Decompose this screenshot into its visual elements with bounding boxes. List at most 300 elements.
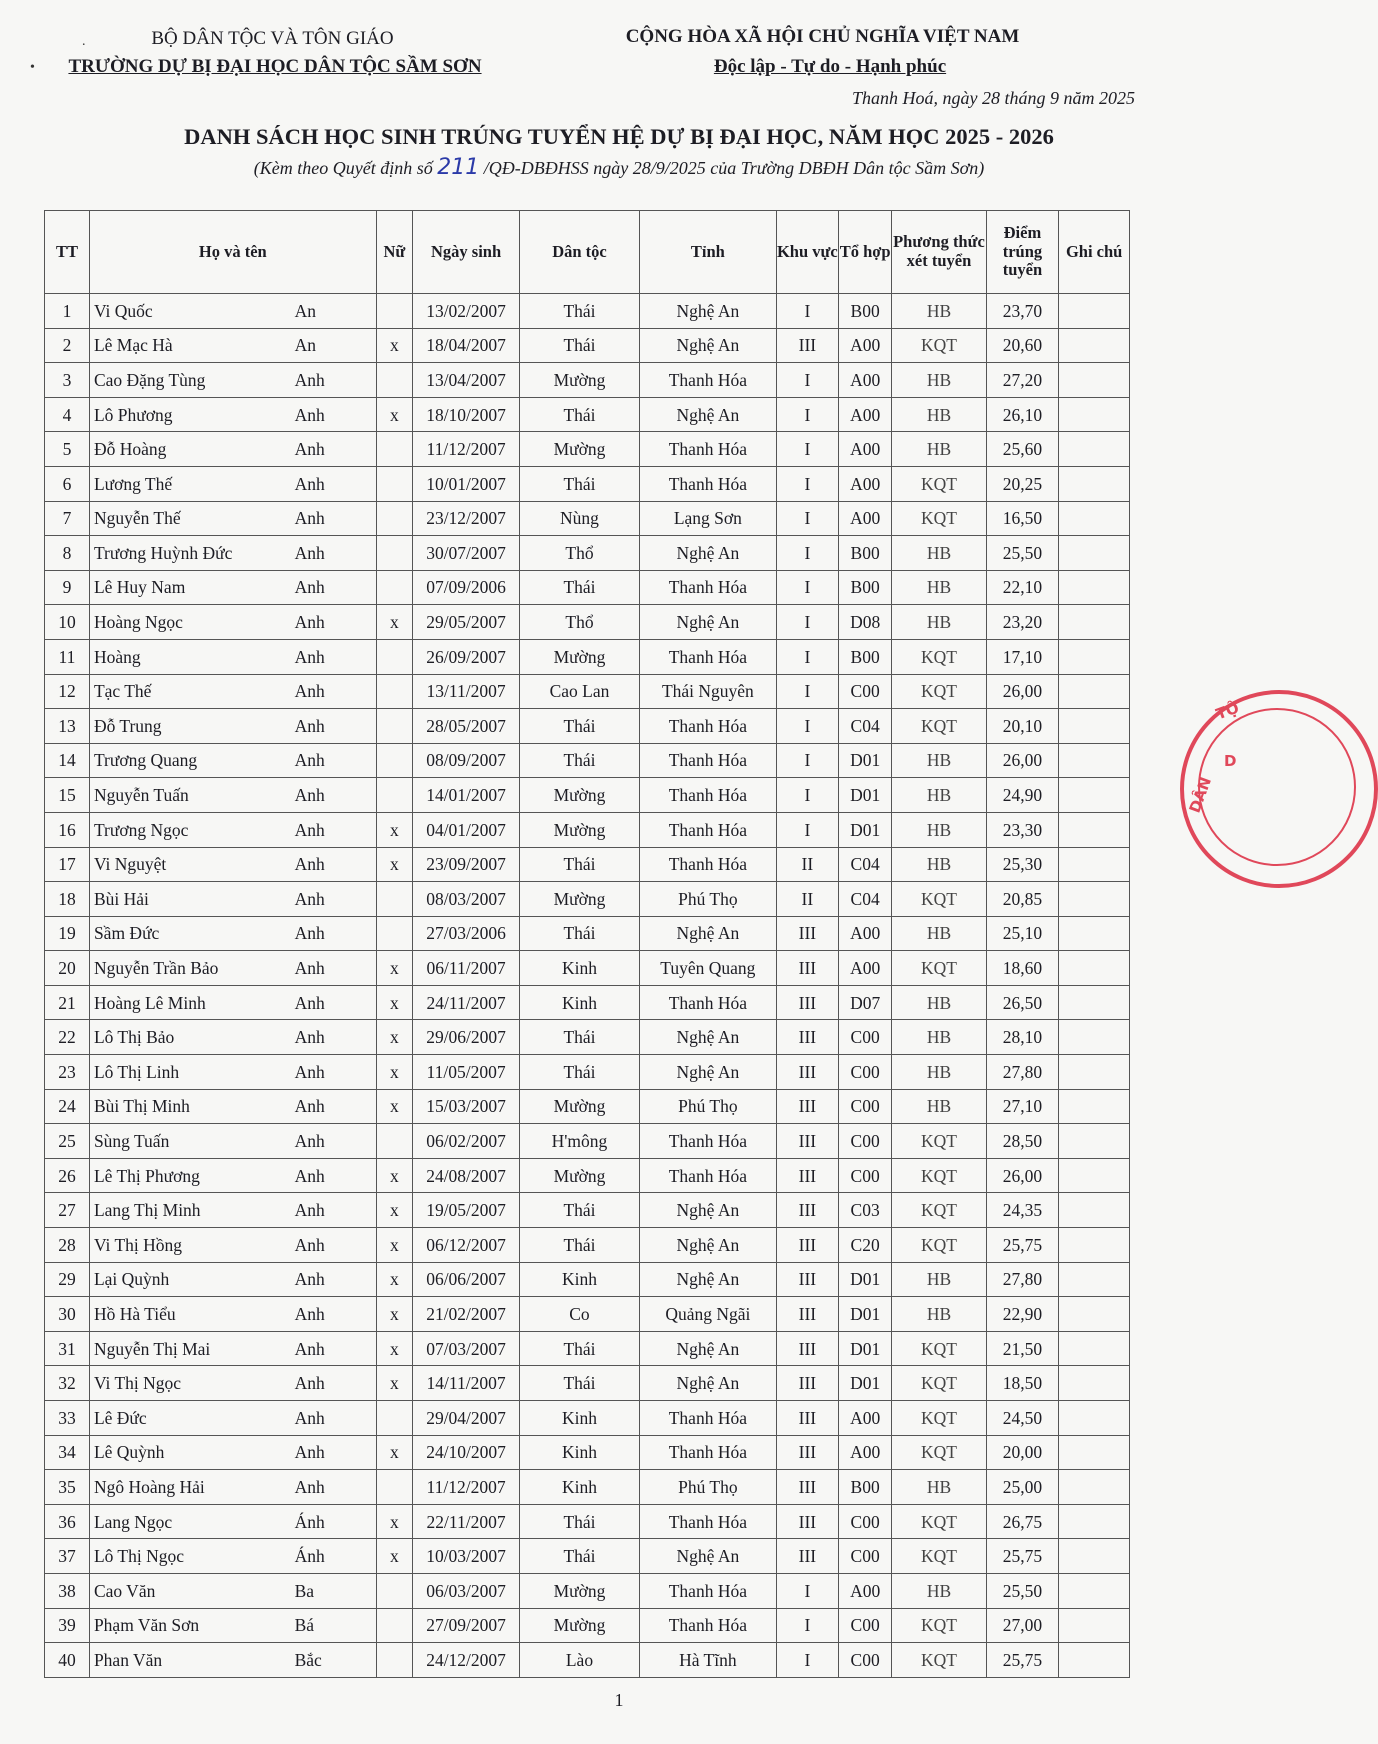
- cell-province: Nghệ An: [639, 1055, 776, 1090]
- cell-method: KQT: [892, 1435, 986, 1470]
- cell-ethnicity: Cao Lan: [520, 674, 640, 709]
- cell-dob: 23/12/2007: [413, 501, 520, 536]
- cell-ethnicity: Kinh: [520, 1470, 640, 1505]
- cell-ethnicity: Thái: [520, 743, 640, 778]
- cell-female: x: [376, 1262, 412, 1297]
- cell-note: [1059, 432, 1130, 467]
- cell-surname: Lê Thị Phương: [89, 1158, 290, 1193]
- cell-tt: 18: [45, 882, 90, 917]
- cell-tt: 16: [45, 812, 90, 847]
- cell-dob: 06/02/2007: [413, 1124, 520, 1159]
- cell-method: KQT: [892, 709, 986, 744]
- cell-ethnicity: Mường: [520, 432, 640, 467]
- cell-province: Nghệ An: [639, 605, 776, 640]
- table-row: [45, 639, 1130, 674]
- cell-dob: 14/01/2007: [413, 778, 520, 813]
- ministry-name: BỘ DÂN TỘC VÀ TÔN GIÁO: [151, 28, 394, 49]
- cell-surname: Lang Thị Minh: [89, 1193, 290, 1228]
- cell-given-name: Anh: [291, 1331, 377, 1366]
- cell-given-name: Ba: [291, 1573, 377, 1608]
- cell-dob: 06/06/2007: [413, 1262, 520, 1297]
- cell-combo: C04: [838, 882, 892, 917]
- cell-ethnicity: Lào: [520, 1643, 640, 1678]
- cell-given-name: An: [291, 294, 377, 329]
- cell-combo: C00: [838, 1089, 892, 1124]
- cell-tt: 29: [45, 1262, 90, 1297]
- cell-province: Nghệ An: [639, 1262, 776, 1297]
- cell-given-name: Anh: [291, 1435, 377, 1470]
- cell-note: [1059, 397, 1130, 432]
- cell-dob: 15/03/2007: [413, 1089, 520, 1124]
- cell-tt: 31: [45, 1331, 90, 1366]
- table-row: [45, 1539, 1130, 1574]
- cell-province: Nghệ An: [639, 1331, 776, 1366]
- cell-ethnicity: Mường: [520, 639, 640, 674]
- cell-score: 20,85: [986, 882, 1059, 917]
- col-header-note: Ghi chú: [1059, 211, 1130, 294]
- cell-province: Nghệ An: [639, 294, 776, 329]
- cell-score: 20,60: [986, 328, 1059, 363]
- cell-note: [1059, 1643, 1130, 1678]
- table-row: [45, 1124, 1130, 1159]
- cell-tt: 38: [45, 1573, 90, 1608]
- cell-score: 25,75: [986, 1643, 1059, 1678]
- cell-method: KQT: [892, 1193, 986, 1228]
- cell-note: [1059, 639, 1130, 674]
- cell-dob: 27/09/2007: [413, 1608, 520, 1643]
- cell-method: HB: [892, 294, 986, 329]
- table-row: [45, 294, 1130, 329]
- cell-region: III: [776, 1020, 838, 1055]
- cell-combo: B00: [838, 1470, 892, 1505]
- cell-method: KQT: [892, 328, 986, 363]
- cell-dob: 13/11/2007: [413, 674, 520, 709]
- cell-dob: 13/04/2007: [413, 363, 520, 398]
- cell-dob: 06/03/2007: [413, 1573, 520, 1608]
- cell-tt: 40: [45, 1643, 90, 1678]
- cell-combo: D08: [838, 605, 892, 640]
- cell-score: 27,20: [986, 363, 1059, 398]
- cell-note: [1059, 847, 1130, 882]
- cell-note: [1059, 570, 1130, 605]
- cell-female: [376, 432, 412, 467]
- cell-tt: 17: [45, 847, 90, 882]
- cell-province: Thanh Hóa: [639, 847, 776, 882]
- table-row: [45, 536, 1130, 571]
- cell-given-name: Anh: [291, 605, 377, 640]
- cell-province: Thanh Hóa: [639, 1608, 776, 1643]
- table-row: [45, 916, 1130, 951]
- cell-province: Thanh Hóa: [639, 363, 776, 398]
- cell-tt: 28: [45, 1228, 90, 1263]
- cell-female: x: [376, 1089, 412, 1124]
- cell-surname: Hoàng Ngọc: [89, 605, 290, 640]
- cell-tt: 10: [45, 605, 90, 640]
- cell-tt: 34: [45, 1435, 90, 1470]
- cell-region: I: [776, 605, 838, 640]
- cell-province: Nghệ An: [639, 328, 776, 363]
- cell-note: [1059, 743, 1130, 778]
- cell-dob: 21/02/2007: [413, 1297, 520, 1332]
- cell-surname: Bùi Hải: [89, 882, 290, 917]
- cell-note: [1059, 916, 1130, 951]
- cell-score: 22,90: [986, 1297, 1059, 1332]
- cell-score: 23,70: [986, 294, 1059, 329]
- col-header-score: Điểm trúng tuyển: [986, 211, 1059, 294]
- cell-method: HB: [892, 1573, 986, 1608]
- cell-method: HB: [892, 1297, 986, 1332]
- cell-method: HB: [892, 363, 986, 398]
- cell-province: Lạng Sơn: [639, 501, 776, 536]
- cell-score: 25,30: [986, 847, 1059, 882]
- scan-mark-2: •: [30, 60, 35, 75]
- cell-score: 17,10: [986, 639, 1059, 674]
- cell-ethnicity: Thổ: [520, 605, 640, 640]
- cell-female: x: [376, 1228, 412, 1263]
- cell-tt: 39: [45, 1608, 90, 1643]
- cell-combo: C00: [838, 1539, 892, 1574]
- cell-region: III: [776, 1055, 838, 1090]
- cell-ethnicity: Kinh: [520, 985, 640, 1020]
- table-row: [45, 1228, 1130, 1263]
- cell-score: 25,50: [986, 536, 1059, 571]
- cell-female: [376, 709, 412, 744]
- cell-surname: Lô Thị Linh: [89, 1055, 290, 1090]
- table-row: [45, 1643, 1130, 1678]
- cell-province: Nghệ An: [639, 536, 776, 571]
- cell-province: Thanh Hóa: [639, 1435, 776, 1470]
- cell-score: 27,00: [986, 1608, 1059, 1643]
- table-row: [45, 709, 1130, 744]
- cell-tt: 23: [45, 1055, 90, 1090]
- cell-combo: D01: [838, 1366, 892, 1401]
- cell-province: Tuyên Quang: [639, 951, 776, 986]
- cell-dob: 24/12/2007: [413, 1643, 520, 1678]
- subtitle-prefix: (Kèm theo Quyết định số: [253, 158, 438, 178]
- cell-given-name: Anh: [291, 743, 377, 778]
- cell-province: Thanh Hóa: [639, 432, 776, 467]
- cell-given-name: Anh: [291, 778, 377, 813]
- cell-method: HB: [892, 847, 986, 882]
- cell-score: 23,20: [986, 605, 1059, 640]
- cell-note: [1059, 709, 1130, 744]
- cell-region: I: [776, 743, 838, 778]
- cell-female: x: [376, 985, 412, 1020]
- cell-female: [376, 882, 412, 917]
- table-row: [45, 743, 1130, 778]
- cell-female: x: [376, 1193, 412, 1228]
- table-row: [45, 1055, 1130, 1090]
- cell-given-name: Anh: [291, 985, 377, 1020]
- cell-method: HB: [892, 1020, 986, 1055]
- cell-note: [1059, 1539, 1130, 1574]
- cell-method: KQT: [892, 951, 986, 986]
- cell-female: [376, 294, 412, 329]
- cell-note: [1059, 1262, 1130, 1297]
- cell-province: Thanh Hóa: [639, 639, 776, 674]
- cell-note: [1059, 1020, 1130, 1055]
- cell-score: 23,30: [986, 812, 1059, 847]
- cell-note: [1059, 1470, 1130, 1505]
- cell-province: Nghệ An: [639, 916, 776, 951]
- cell-ethnicity: Thái: [520, 570, 640, 605]
- cell-tt: 24: [45, 1089, 90, 1124]
- cell-dob: 24/10/2007: [413, 1435, 520, 1470]
- cell-ethnicity: Thái: [520, 1020, 640, 1055]
- cell-note: [1059, 1331, 1130, 1366]
- cell-region: I: [776, 812, 838, 847]
- cell-method: HB: [892, 605, 986, 640]
- cell-female: [376, 466, 412, 501]
- cell-surname: Hoàng Lê Minh: [89, 985, 290, 1020]
- cell-ethnicity: Mường: [520, 363, 640, 398]
- cell-method: HB: [892, 1262, 986, 1297]
- cell-method: KQT: [892, 1643, 986, 1678]
- col-header-province: Tỉnh: [639, 211, 776, 294]
- col-header-region: Khu vực: [776, 211, 838, 294]
- cell-ethnicity: Mường: [520, 812, 640, 847]
- cell-region: I: [776, 709, 838, 744]
- cell-female: [376, 536, 412, 571]
- cell-region: I: [776, 1573, 838, 1608]
- cell-given-name: Anh: [291, 639, 377, 674]
- cell-given-name: Anh: [291, 1193, 377, 1228]
- cell-region: III: [776, 1539, 838, 1574]
- cell-note: [1059, 466, 1130, 501]
- cell-given-name: Anh: [291, 1366, 377, 1401]
- cell-note: [1059, 1158, 1130, 1193]
- cell-dob: 10/03/2007: [413, 1539, 520, 1574]
- cell-combo: D01: [838, 1331, 892, 1366]
- cell-ethnicity: Thái: [520, 1331, 640, 1366]
- cell-tt: 22: [45, 1020, 90, 1055]
- cell-region: III: [776, 1470, 838, 1505]
- cell-tt: 20: [45, 951, 90, 986]
- cell-province: Phú Thọ: [639, 1089, 776, 1124]
- cell-ethnicity: Thổ: [520, 536, 640, 571]
- cell-surname: Đỗ Trung: [89, 709, 290, 744]
- cell-combo: C00: [838, 1608, 892, 1643]
- cell-given-name: Anh: [291, 1297, 377, 1332]
- cell-province: Phú Thọ: [639, 882, 776, 917]
- cell-tt: 2: [45, 328, 90, 363]
- cell-note: [1059, 812, 1130, 847]
- cell-ethnicity: Thái: [520, 847, 640, 882]
- cell-given-name: Ánh: [291, 1539, 377, 1574]
- cell-dob: 30/07/2007: [413, 536, 520, 571]
- cell-province: Thanh Hóa: [639, 1573, 776, 1608]
- cell-tt: 33: [45, 1401, 90, 1436]
- cell-method: HB: [892, 812, 986, 847]
- cell-female: x: [376, 847, 412, 882]
- cell-province: Thanh Hóa: [639, 1124, 776, 1159]
- table-row: [45, 363, 1130, 398]
- cell-region: III: [776, 951, 838, 986]
- cell-tt: 1: [45, 294, 90, 329]
- cell-tt: 21: [45, 985, 90, 1020]
- cell-province: Thanh Hóa: [639, 812, 776, 847]
- cell-surname: Tạc Thế: [89, 674, 290, 709]
- cell-dob: 11/12/2007: [413, 432, 520, 467]
- cell-method: HB: [892, 985, 986, 1020]
- cell-combo: C00: [838, 674, 892, 709]
- cell-ethnicity: Thái: [520, 1193, 640, 1228]
- cell-note: [1059, 778, 1130, 813]
- cell-region: III: [776, 1262, 838, 1297]
- table-row: [45, 432, 1130, 467]
- col-header-combo: Tổ hợp: [838, 211, 892, 294]
- col-header-female: Nữ: [376, 211, 412, 294]
- cell-region: III: [776, 1158, 838, 1193]
- table-row: [45, 778, 1130, 813]
- cell-given-name: Anh: [291, 1089, 377, 1124]
- cell-region: I: [776, 1643, 838, 1678]
- cell-combo: A00: [838, 1401, 892, 1436]
- cell-female: [376, 639, 412, 674]
- cell-method: HB: [892, 1089, 986, 1124]
- cell-method: KQT: [892, 639, 986, 674]
- cell-combo: B00: [838, 294, 892, 329]
- cell-surname: Lô Thị Ngọc: [89, 1539, 290, 1574]
- cell-region: III: [776, 1228, 838, 1263]
- cell-region: III: [776, 1504, 838, 1539]
- document-title: DANH SÁCH HỌC SINH TRÚNG TUYỂN HỆ DỰ BỊ ĐẠI HỌC, NĂM HỌC 2025 - 2026: [184, 124, 1054, 149]
- table-row: [45, 1158, 1130, 1193]
- cell-dob: 04/01/2007: [413, 812, 520, 847]
- cell-surname: Trương Huỳnh Đức: [89, 536, 290, 571]
- cell-province: Thanh Hóa: [639, 1158, 776, 1193]
- cell-note: [1059, 1089, 1130, 1124]
- cell-region: I: [776, 466, 838, 501]
- table-row: [45, 466, 1130, 501]
- table-row: [45, 328, 1130, 363]
- table-body: [45, 294, 1130, 1678]
- subtitle-suffix: /QĐ-DBĐHSS ngày 28/9/2025 của Trường DBĐH Dân tộc Sầm Sơn): [479, 158, 985, 178]
- cell-score: 28,10: [986, 1020, 1059, 1055]
- cell-dob: 08/03/2007: [413, 882, 520, 917]
- cell-region: II: [776, 882, 838, 917]
- cell-tt: 26: [45, 1158, 90, 1193]
- cell-ethnicity: Thái: [520, 397, 640, 432]
- cell-score: 25,00: [986, 1470, 1059, 1505]
- cell-dob: 27/03/2006: [413, 916, 520, 951]
- cell-score: 26,75: [986, 1504, 1059, 1539]
- cell-region: III: [776, 1193, 838, 1228]
- cell-surname: Trương Quang: [89, 743, 290, 778]
- cell-combo: C00: [838, 1020, 892, 1055]
- cell-ethnicity: Thái: [520, 328, 640, 363]
- cell-method: HB: [892, 570, 986, 605]
- cell-given-name: Ánh: [291, 1504, 377, 1539]
- cell-given-name: Anh: [291, 432, 377, 467]
- cell-note: [1059, 1401, 1130, 1436]
- cell-method: KQT: [892, 466, 986, 501]
- cell-dob: 07/03/2007: [413, 1331, 520, 1366]
- cell-ethnicity: Co: [520, 1297, 640, 1332]
- cell-dob: 29/06/2007: [413, 1020, 520, 1055]
- cell-dob: 24/08/2007: [413, 1158, 520, 1193]
- table-row: [45, 1020, 1130, 1055]
- cell-score: 26,00: [986, 743, 1059, 778]
- cell-score: 25,75: [986, 1228, 1059, 1263]
- cell-female: x: [376, 328, 412, 363]
- cell-note: [1059, 328, 1130, 363]
- cell-province: Thanh Hóa: [639, 1401, 776, 1436]
- cell-female: x: [376, 1539, 412, 1574]
- cell-female: x: [376, 1504, 412, 1539]
- cell-score: 20,00: [986, 1435, 1059, 1470]
- seal-text-top: TỘ: [1213, 698, 1242, 724]
- cell-surname: Phạm Văn Sơn: [89, 1608, 290, 1643]
- cell-tt: 35: [45, 1470, 90, 1505]
- cell-ethnicity: Mường: [520, 1573, 640, 1608]
- cell-region: III: [776, 916, 838, 951]
- cell-score: 27,80: [986, 1055, 1059, 1090]
- cell-given-name: An: [291, 328, 377, 363]
- cell-surname: Vi Thị Ngọc: [89, 1366, 290, 1401]
- seal-text-inner: D: [1224, 752, 1237, 770]
- table-row: [45, 605, 1130, 640]
- cell-region: I: [776, 501, 838, 536]
- cell-combo: A00: [838, 916, 892, 951]
- cell-region: III: [776, 985, 838, 1020]
- cell-method: HB: [892, 1055, 986, 1090]
- cell-combo: C04: [838, 847, 892, 882]
- cell-score: 16,50: [986, 501, 1059, 536]
- cell-ethnicity: Mường: [520, 1608, 640, 1643]
- cell-note: [1059, 1055, 1130, 1090]
- cell-ethnicity: Nùng: [520, 501, 640, 536]
- cell-region: I: [776, 536, 838, 571]
- cell-surname: Cao Đặng Tùng: [89, 363, 290, 398]
- cell-method: KQT: [892, 1331, 986, 1366]
- cell-region: III: [776, 1366, 838, 1401]
- cell-note: [1059, 1504, 1130, 1539]
- cell-dob: 06/11/2007: [413, 951, 520, 986]
- cell-note: [1059, 1435, 1130, 1470]
- cell-female: x: [376, 605, 412, 640]
- cell-given-name: Anh: [291, 709, 377, 744]
- cell-surname: Phan Văn: [89, 1643, 290, 1678]
- col-header-ethnicity: Dân tộc: [520, 211, 640, 294]
- cell-ethnicity: Mường: [520, 882, 640, 917]
- cell-ethnicity: Thái: [520, 466, 640, 501]
- cell-surname: Nguyễn Tuấn: [89, 778, 290, 813]
- cell-dob: 28/05/2007: [413, 709, 520, 744]
- cell-surname: Vi Quốc: [89, 294, 290, 329]
- table-row: [45, 1331, 1130, 1366]
- cell-surname: Cao Văn: [89, 1573, 290, 1608]
- cell-region: I: [776, 639, 838, 674]
- cell-female: [376, 778, 412, 813]
- cell-female: x: [376, 951, 412, 986]
- cell-tt: 15: [45, 778, 90, 813]
- cell-combo: C20: [838, 1228, 892, 1263]
- cell-ethnicity: Mường: [520, 778, 640, 813]
- cell-surname: Nguyễn Trần Bảo: [89, 951, 290, 986]
- cell-region: III: [776, 1124, 838, 1159]
- cell-note: [1059, 1124, 1130, 1159]
- cell-surname: Lang Ngọc: [89, 1504, 290, 1539]
- cell-dob: 18/10/2007: [413, 397, 520, 432]
- cell-surname: Nguyễn Thị Mai: [89, 1331, 290, 1366]
- cell-score: 24,35: [986, 1193, 1059, 1228]
- cell-given-name: Anh: [291, 363, 377, 398]
- cell-tt: 7: [45, 501, 90, 536]
- cell-given-name: Anh: [291, 812, 377, 847]
- cell-tt: 30: [45, 1297, 90, 1332]
- cell-score: 18,60: [986, 951, 1059, 986]
